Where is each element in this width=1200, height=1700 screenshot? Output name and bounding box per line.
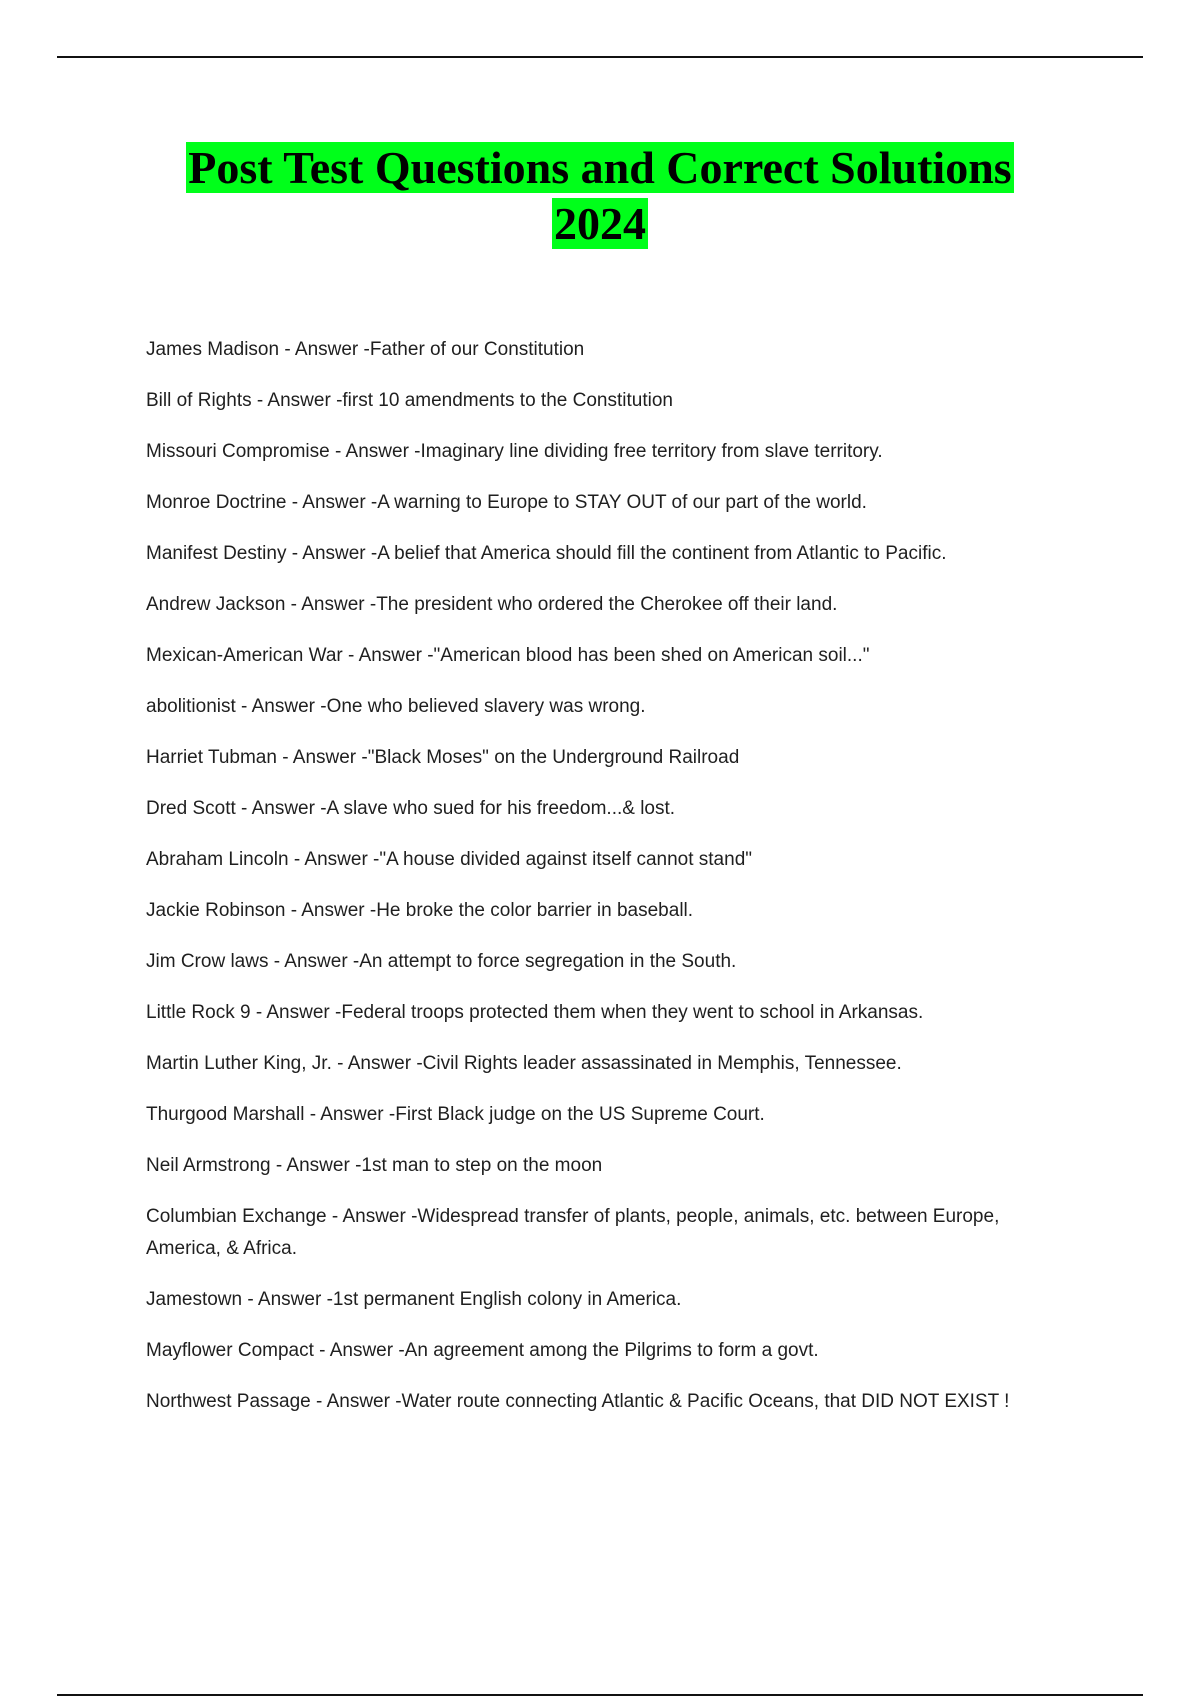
list-item: Martin Luther King, Jr. - Answer -Civil Rights leader assassinated in Memphis, Tennessee. <box>146 1053 902 1074</box>
list-item: Jim Crow laws - Answer -An attempt to force segregation in the South. <box>146 951 737 972</box>
bottom-divider <box>57 1694 1143 1696</box>
list-item: Jackie Robinson - Answer -He broke the color barrier in baseball. <box>146 900 694 921</box>
list-item: Mexican-American War - Answer -"American blood has been shed on American soil..." <box>146 645 870 666</box>
list-item: Little Rock 9 - Answer -Federal troops protected them when they went to school in Arkansas. <box>146 1002 924 1023</box>
list-item: James Madison - Answer -Father of our Constitution <box>146 339 585 360</box>
document-title-line-1: Post Test Questions and Correct Solutions <box>188 142 1012 193</box>
list-item: Bill of Rights - Answer -first 10 amendments to the Constitution <box>146 390 673 411</box>
list-item: Thurgood Marshall - Answer -First Black judge on the US Supreme Court. <box>146 1104 765 1125</box>
list-item: Abraham Lincoln - Answer -"A house divided against itself cannot stand" <box>146 849 753 870</box>
list-item: Jamestown - Answer -1st permanent English colony in America. <box>146 1289 682 1310</box>
list-item: Monroe Doctrine - Answer -A warning to Europe to STAY OUT of our part of the world. <box>146 492 867 513</box>
list-item: abolitionist - Answer -One who believed slavery was wrong. <box>146 696 646 717</box>
list-item: Manifest Destiny - Answer -A belief that America should fill the continent from Atlantic to Pacific. <box>146 543 947 564</box>
list-item: Mayflower Compact - Answer -An agreement among the Pilgrims to form a govt. <box>146 1340 819 1361</box>
list-item: Northwest Passage - Answer -Water route connecting Atlantic & Pacific Oceans, that DID NOT EXIST ! <box>146 1391 1010 1412</box>
document-title <box>100 140 1100 252</box>
question-answer-list <box>146 334 1076 1437</box>
top-divider <box>57 56 1143 58</box>
list-item: Columbian Exchange - Answer -Widespread transfer of plants, people, animals, etc. between Europe, America, & Africa. <box>146 1206 1000 1259</box>
list-item: Neil Armstrong - Answer -1st man to step on the moon <box>146 1155 603 1176</box>
list-item: Harriet Tubman - Answer -"Black Moses" on the Underground Railroad <box>146 747 740 768</box>
list-item: Dred Scott - Answer -A slave who sued for his freedom...& lost. <box>146 798 676 819</box>
list-item: Missouri Compromise - Answer -Imaginary line dividing free territory from slave territory. <box>146 441 883 462</box>
document-title-line-2: 2024 <box>554 198 646 249</box>
list-item: Andrew Jackson - Answer -The president who ordered the Cherokee off their land. <box>146 594 838 615</box>
